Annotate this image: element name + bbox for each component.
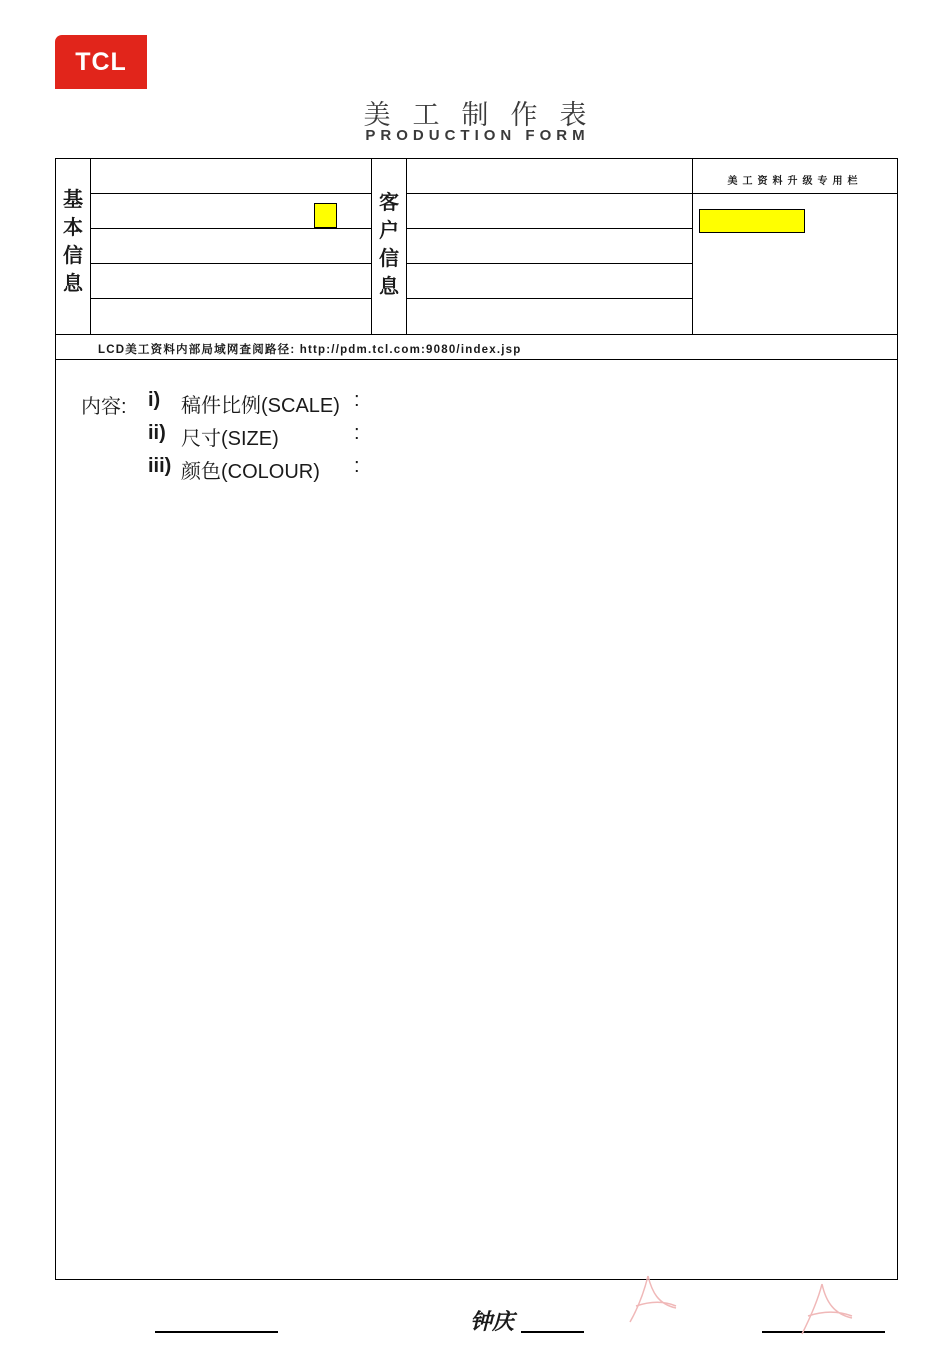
tcl-logo — [55, 35, 147, 89]
label-char: 信 — [63, 243, 83, 267]
divider — [406, 158, 407, 334]
item-number: iii) — [148, 455, 172, 477]
divider — [406, 228, 692, 229]
divider — [406, 263, 692, 264]
divider — [90, 228, 371, 229]
logo-text: TCL — [75, 47, 127, 76]
item-text: 尺寸(SIZE) — [181, 428, 279, 450]
label-char: 基 — [63, 187, 83, 211]
customer-info-label — [372, 188, 406, 300]
basic-info-label — [56, 185, 90, 297]
stamp-mark-icon — [626, 1272, 686, 1332]
divider — [90, 263, 371, 264]
item-text: 稿件比例(SCALE) — [181, 395, 340, 417]
form-frame — [55, 158, 898, 1280]
label-char: 信 — [379, 246, 399, 270]
highlight-marker — [314, 203, 337, 228]
divider — [406, 193, 692, 194]
item-colon: : — [354, 389, 360, 411]
item-text: 颜色(COLOUR) — [181, 461, 320, 483]
content-label: 内容: — [81, 396, 127, 418]
divider — [55, 334, 898, 335]
item-number: i) — [148, 389, 161, 411]
label-char: 客 — [379, 190, 399, 214]
divider — [90, 298, 371, 299]
item-number: ii) — [148, 422, 166, 444]
signature-name: 钟庆 — [470, 1309, 515, 1335]
stamp-mark-icon — [796, 1282, 856, 1342]
highlight-bar — [699, 209, 805, 233]
divider — [90, 193, 371, 194]
signature-line — [155, 1331, 278, 1333]
signature-line — [521, 1331, 584, 1333]
divider — [90, 158, 91, 334]
form-title-en: PRODUCTION FORM — [365, 127, 590, 144]
item-colon: : — [354, 455, 360, 477]
label-char: 息 — [379, 274, 399, 298]
divider — [692, 193, 898, 194]
label-char: 本 — [63, 215, 83, 239]
label-char: 户 — [379, 218, 399, 242]
form-title-cn: 美工制作表 — [363, 100, 609, 131]
intranet-url-note: LCD美工资料内部局域网查阅路径: http://pdm.tcl.com:9080/index.jsp — [98, 344, 522, 356]
divider — [406, 298, 692, 299]
divider — [55, 359, 898, 360]
label-char: 息 — [63, 271, 83, 295]
upgrade-column-label: 美工资料升级专用栏 — [727, 176, 863, 187]
item-colon: : — [354, 422, 360, 444]
